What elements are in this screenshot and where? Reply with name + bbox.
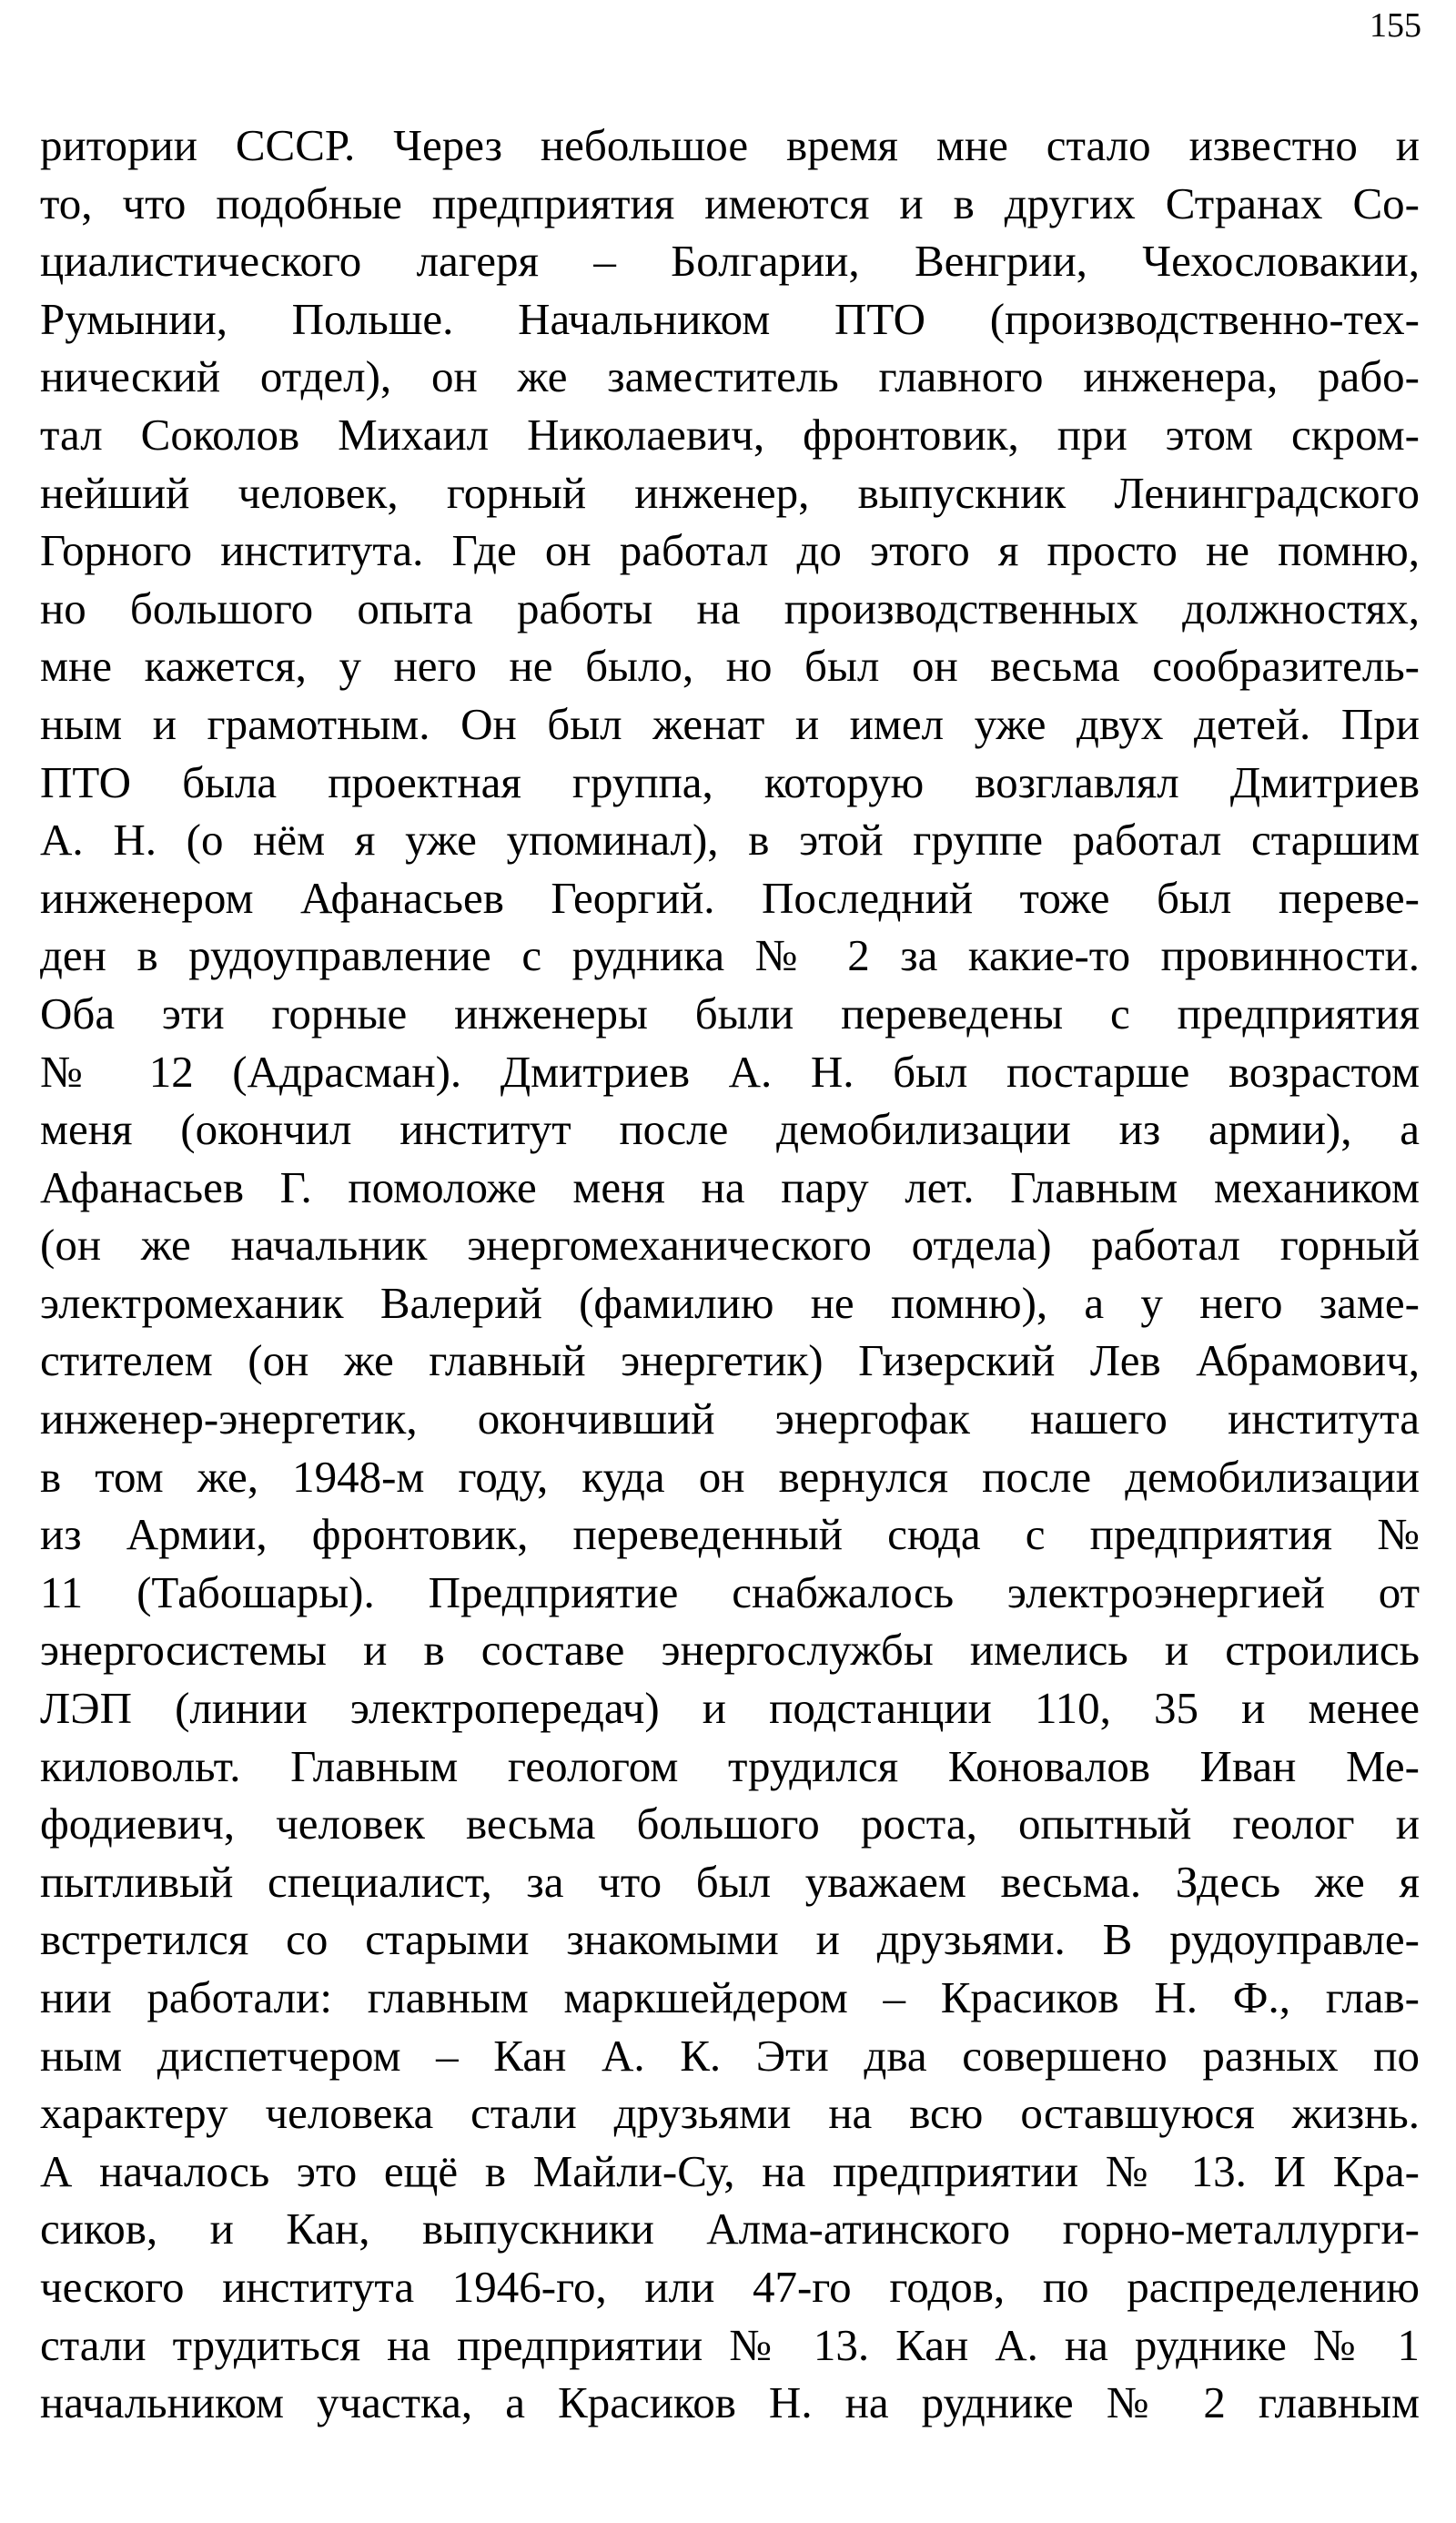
text-line: начальником участка, а Красиков Н. на руднике № 2 главным (40, 2377, 1420, 2428)
text-line: сиков, и Кан, выпускники Алма-атинского горно-металлурги- (40, 2204, 1420, 2254)
text-line: встретился со старыми знакомыми и друзьями. В рудоуправле- (40, 1914, 1420, 1965)
text-line: то, что подобные предприятия имеются и в других Странах Со- (40, 177, 1420, 228)
text-line: ПТО была проектная группа, которую возглавлял Дмитриев (40, 756, 1420, 807)
text-line: в том же, 1948-м году, куда он вернулся после демобилизации (40, 1451, 1420, 1502)
text-line: А началось это ещё в Майли-Су, на предприятии № 13. И Кра- (40, 2145, 1420, 2196)
body-text (40, 117, 1420, 2432)
text-line: нейший человек, горный инженер, выпускник Ленинградского (40, 467, 1420, 518)
text-line: № 12 (Адрасман). Дмитриев А. Н. был постарше возрастом (40, 1046, 1420, 1097)
page-number: 155 (1370, 6, 1421, 45)
text-line: циалистического лагеря – Болгарии, Венгрии, Чехословакии, (40, 236, 1420, 287)
text-line: фодиевич, человек весьма большого роста, опытный геолог и (40, 1799, 1420, 1849)
text-line: нический отдел), он же заместитель главного инженера, рабо- (40, 351, 1420, 402)
text-line: тал Соколов Михаил Николаевич, фронтовик, при этом скром- (40, 409, 1420, 460)
text-line: ден в рудоуправление с рудника № 2 за какие-то провинности. (40, 930, 1420, 981)
text-line: А. Н. (о нём я уже упоминал), в этой группе работал старшим (40, 815, 1420, 866)
text-line: инженер-энергетик, окончивший энергофак нашего института (40, 1393, 1420, 1444)
text-line: Афанасьев Г. помоложе меня на пару лет. Главным механиком (40, 1161, 1420, 1212)
text-line: Румынии, Польше. Начальником ПТО (производственно-тех- (40, 293, 1420, 344)
text-line: инженером Афанасьев Георгий. Последний тоже был переве- (40, 872, 1420, 923)
text-line: ным диспетчером – Кан А. К. Эти два совершено разных по (40, 2030, 1420, 2081)
text-line: энергосистемы и в составе энергослужбы имелись и строились (40, 1625, 1420, 1676)
text-line: 11 (Табошары). Предприятие снабжалось электроэнергией от (40, 1566, 1420, 1617)
text-line: из Армии, фронтовик, переведенный сюда с предприятия № (40, 1509, 1420, 1560)
text-line: киловольт. Главным геологом трудился Коновалов Иван Ме- (40, 1740, 1420, 1791)
text-line: пытливый специалист, за что был уважаем весьма. Здесь же я (40, 1856, 1420, 1907)
text-line: меня (окончил институт после демобилизации из армии), а (40, 1104, 1420, 1155)
text-line: Горного института. Где он работал до этого я просто не помню, (40, 525, 1420, 576)
text-line: Оба эти горные инженеры были переведены с предприятия (40, 988, 1420, 1039)
text-line: нии работали: главным маркшейдером – Красиков Н. Ф., глав- (40, 1972, 1420, 2022)
text-line: (он же начальник энергомеханического отдела) работал горный (40, 1220, 1420, 1271)
text-line: стителем (он же главный энергетик) Гизерский Лев Абрамович, (40, 1335, 1420, 1386)
text-line: ритории СССР. Через небольшое время мне стало известно и (40, 120, 1420, 170)
text-line: характеру человека стали друзьями на всю оставшуюся жизнь. (40, 2088, 1420, 2139)
text-line: но большого опыта работы на производственных должностях, (40, 583, 1420, 633)
text-line: ЛЭП (линии электропередач) и подстанции 110, 35 и менее (40, 1683, 1420, 1734)
text-line: электромеханик Валерий (фамилию не помню), а у него заме- (40, 1277, 1420, 1328)
text-line: стали трудиться на предприятии № 13. Кан А. на руднике № 1 (40, 2319, 1420, 2370)
text-line: ческого института 1946-го, или 47-го годов, по распределению (40, 2261, 1420, 2312)
text-line: мне кажется, у него не было, но был он весьма сообразитель- (40, 641, 1420, 692)
text-line: ным и грамотным. Он был женат и имел уже двух детей. При (40, 698, 1420, 749)
